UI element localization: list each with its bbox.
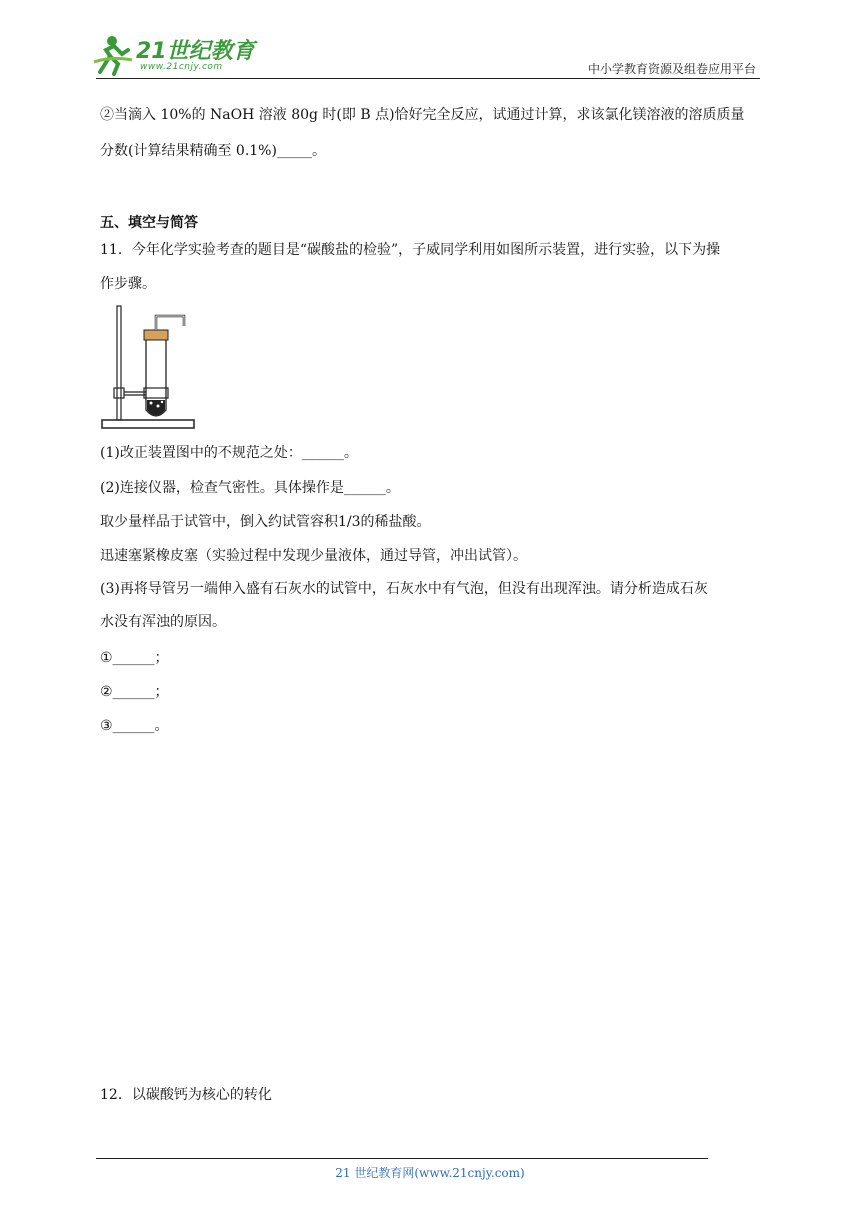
site-logo xyxy=(92,32,262,78)
q11-part-1: (1)改正装置图中的不规范之处：______。 xyxy=(100,445,358,461)
q11-part-3-line-1: (3)再将导管另一端伸入盛有石灰水的试管中，石灰水中有气泡，但没有出现浑浊。请分析造成石灰 xyxy=(100,581,708,597)
q11-line-1: 11．今年化学实验考查的题目是“碳酸盐的检验”，子威同学利用如图所示装置，进行实验，以下为操 xyxy=(100,242,721,258)
q11-part-2: (2)连接仪器，检查气密性。具体操作是______。 xyxy=(100,480,400,496)
q10-line-2: 分数(计算结果精确至 0.1%)_____。 xyxy=(100,143,326,159)
q11-answer-2: ②______； xyxy=(100,684,169,700)
logo-url: www.21cnjy.com xyxy=(140,62,223,72)
footer-divider xyxy=(96,1158,708,1159)
section-title: 五、填空与简答 xyxy=(100,215,198,231)
q10-line-1: ②当滴入 10%的 NaOH 溶液 80g 时(即 B 点)恰好完全反应，试通过计算，求该氯化镁溶液的溶质质量 xyxy=(100,107,745,123)
q12-title: 12．以碳酸钙为核心的转化 xyxy=(100,1087,272,1103)
apparatus-diagram xyxy=(100,300,200,432)
q11-answer-3: ③______。 xyxy=(100,718,169,734)
site-name: 中小学教育资源及组卷应用平台 xyxy=(587,62,756,76)
q11-part-3-line-2: 水没有浑浊的原因。 xyxy=(100,614,226,630)
iron-stand-test-tube-diagram xyxy=(100,300,200,432)
logo-text: 21世纪教育 xyxy=(136,39,255,64)
q11-step-stopper: 迅速塞紧橡皮塞（实验过程中发现少量液体，通过导管，冲出试管）。 xyxy=(100,548,527,564)
footer-link[interactable]: 21 世纪教育网(www.21cnjy.com) xyxy=(335,1166,525,1180)
q11-step-sample: 取少量样品于试管中，倒入约试管容积1/3的稀盐酸。 xyxy=(100,514,431,530)
q11-line-2: 作步骤。 xyxy=(100,276,156,292)
q11-answer-1: ①______； xyxy=(100,650,169,666)
header-divider xyxy=(96,78,760,79)
